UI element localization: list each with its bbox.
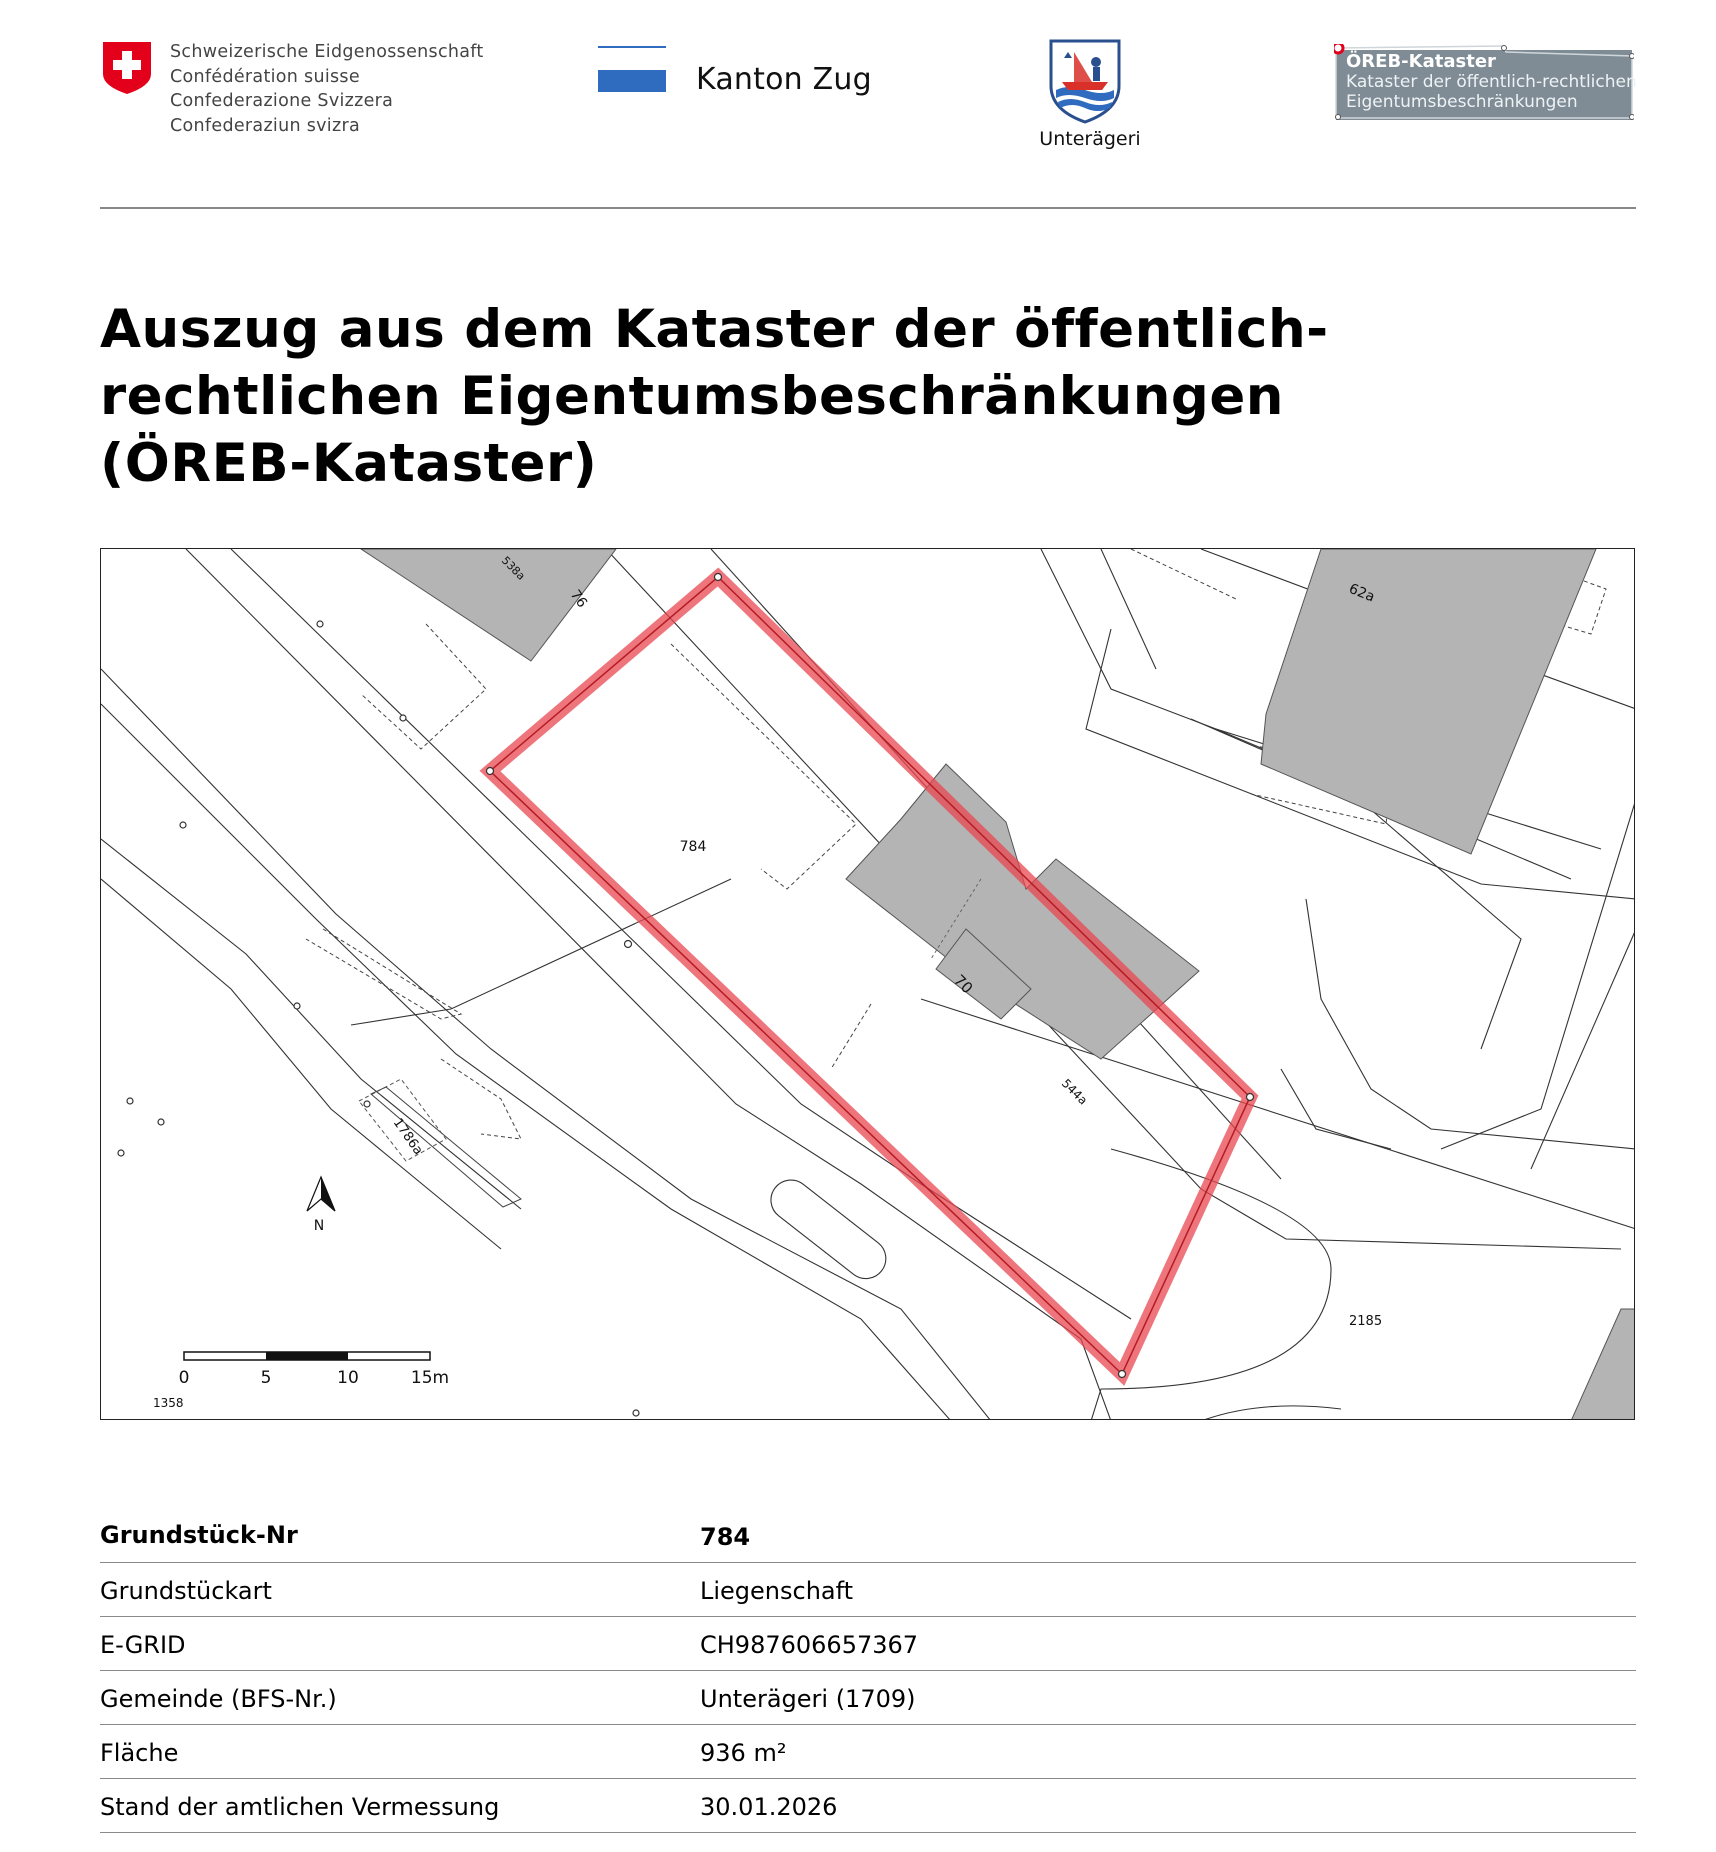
row-label: Grundstückart xyxy=(100,1577,272,1605)
north-arrow-icon xyxy=(307,1177,335,1234)
confederation-wordmark xyxy=(170,40,484,138)
oereb-logo-title: ÖREB-Kataster xyxy=(1346,51,1496,72)
row-label: E-GRID xyxy=(100,1631,186,1659)
unteraegeri-crest-icon xyxy=(1048,38,1122,124)
title-line: (ÖREB-Kataster) xyxy=(100,433,598,494)
oereb-logo-subtitle-line: Eigentumsbeschränkungen xyxy=(1346,92,1578,112)
scale-label: 15m xyxy=(410,1368,450,1388)
confederation-line: Confederaziun svizra xyxy=(170,115,360,136)
scale-label: 0 xyxy=(178,1368,190,1388)
row-label: Stand der amtlichen Vermessung xyxy=(100,1793,500,1821)
page-header xyxy=(0,0,1716,210)
oereb-logo-subtitle-line: Kataster der öffentlich-rechtlichen xyxy=(1346,72,1637,92)
row-value: 30.01.2026 xyxy=(700,1793,838,1821)
building-label: 1786a xyxy=(389,1115,426,1158)
canton-name: Kanton Zug xyxy=(696,62,872,97)
confederation-line: Confederazione Svizzera xyxy=(170,91,394,111)
table-row xyxy=(100,1779,1636,1833)
scale-bar xyxy=(179,1352,450,1388)
cadastral-map xyxy=(100,548,1635,1420)
row-label: Fläche xyxy=(100,1739,179,1767)
row-value: CH987606657367 xyxy=(700,1631,919,1659)
parcel-label: 2185 xyxy=(1349,1314,1383,1329)
building-label: 62a xyxy=(1346,580,1377,606)
table-row xyxy=(100,1671,1636,1725)
building-label: 76 xyxy=(566,587,591,611)
row-label: Grundstück-Nr xyxy=(100,1521,298,1549)
zug-flag-icon xyxy=(598,46,668,96)
confederation-line: Schweizerische Eidgenossenschaft xyxy=(170,42,484,62)
north-label: N xyxy=(313,1218,325,1234)
scale-label: 5 xyxy=(260,1368,272,1388)
document-title xyxy=(100,296,1640,497)
building-label: 544a xyxy=(1058,1076,1091,1108)
map-drawing xyxy=(101,549,1635,1420)
row-value: Liegenschaft xyxy=(700,1577,854,1605)
municipality-name: Unterägeri xyxy=(1039,128,1141,150)
row-value: Unterägeri (1709) xyxy=(700,1685,916,1713)
row-value: 936 m² xyxy=(700,1739,787,1767)
swiss-cross-icon xyxy=(101,40,153,96)
property-info-table xyxy=(100,1505,1636,1833)
oereb-logo-subtitle xyxy=(1346,72,1636,112)
title-line: Auszug aus dem Kataster der öffentlich- xyxy=(100,299,1329,360)
row-value: 784 xyxy=(700,1523,751,1551)
table-row xyxy=(100,1617,1636,1671)
header-divider xyxy=(100,207,1636,209)
building-label: 538a xyxy=(498,553,528,583)
parcel-label: 1358 xyxy=(153,1396,184,1410)
row-label: Gemeinde (BFS-Nr.) xyxy=(100,1685,337,1713)
table-row xyxy=(100,1563,1636,1617)
parcel-label: 784 xyxy=(679,839,707,855)
confederation-line: Confédération suisse xyxy=(170,66,360,87)
scale-label: 10 xyxy=(337,1368,359,1388)
title-line: rechtlichen Eigentumsbeschränkungen xyxy=(100,366,1285,427)
table-row xyxy=(100,1725,1636,1779)
table-row xyxy=(100,1505,1636,1563)
building-label: 70 xyxy=(950,971,977,998)
